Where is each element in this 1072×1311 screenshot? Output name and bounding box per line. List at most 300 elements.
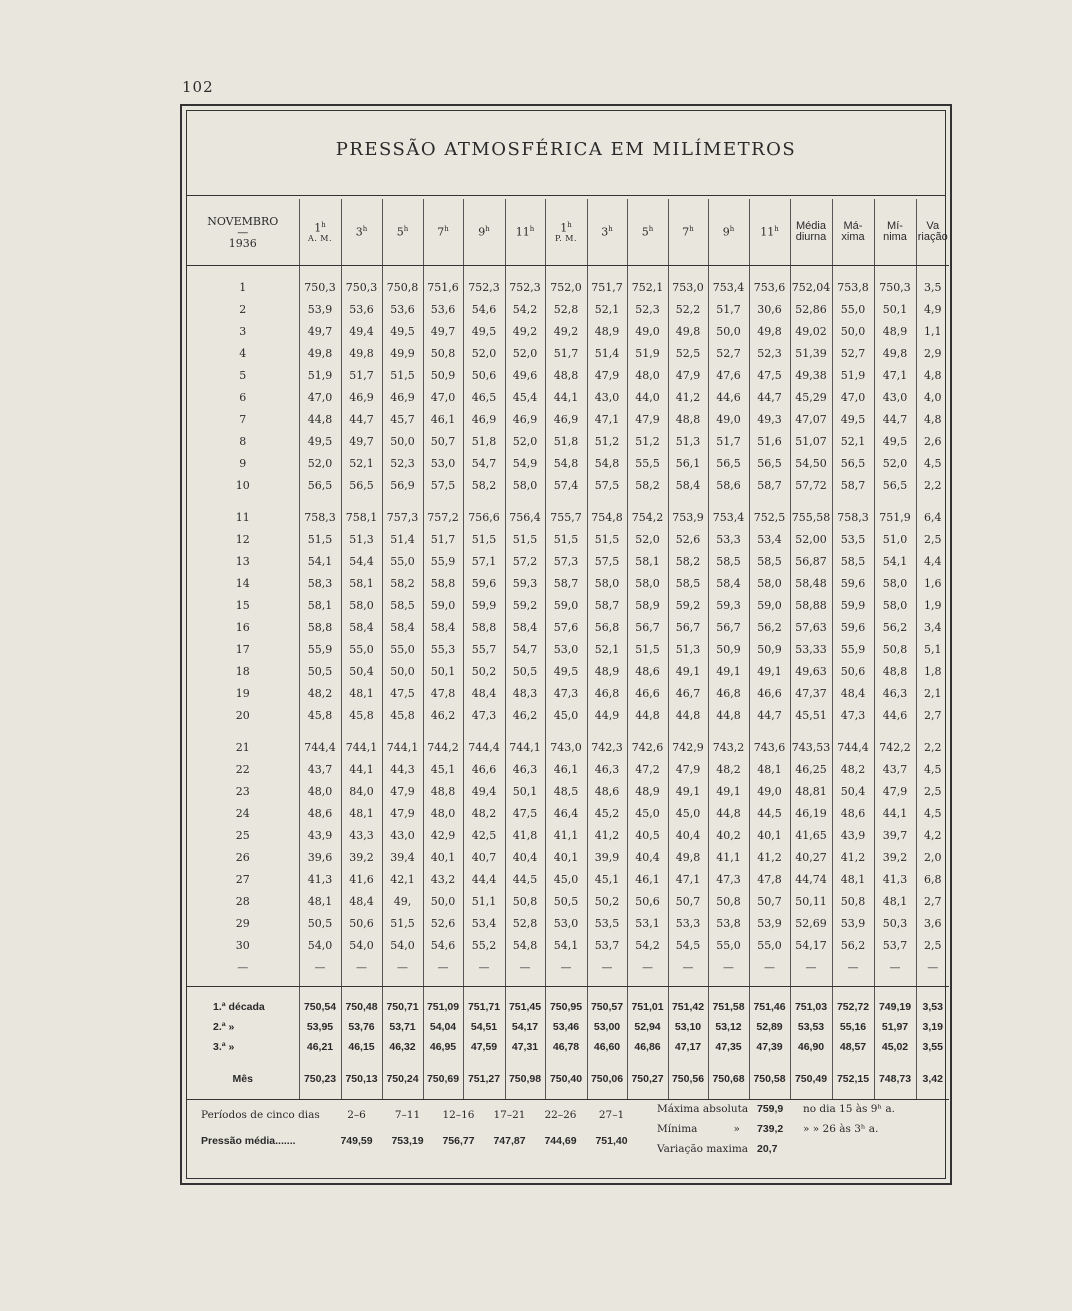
- value-cell: 57,1: [463, 550, 505, 572]
- min-label: Mínima »: [657, 1123, 740, 1135]
- value-cell: 47,9: [668, 758, 708, 780]
- value-cell: 58,8: [423, 572, 463, 594]
- value-cell: [505, 987, 545, 998]
- value-cell: [916, 1057, 949, 1067]
- value-cell: 58,4: [668, 474, 708, 496]
- value-cell: 48,8: [545, 364, 587, 386]
- day-row: [187, 704, 949, 726]
- value-cell: 55,0: [341, 638, 382, 660]
- value-cell: 51,9: [627, 342, 668, 364]
- value-cell: 52,0: [463, 342, 505, 364]
- value-cell: [749, 987, 790, 998]
- value-cell: —: [832, 956, 874, 978]
- value-cell: 2,9: [924, 346, 942, 360]
- value-cell: 52,86: [790, 298, 832, 320]
- value-cell: 46,25: [790, 758, 832, 780]
- value-cell: 54,5: [668, 934, 708, 956]
- day-row: [187, 594, 949, 616]
- value-cell: 48,4: [341, 890, 382, 912]
- period-cell: 12–16: [442, 1109, 475, 1121]
- pressure-cell: 753,19: [391, 1135, 424, 1147]
- value-cell: 52,5: [668, 342, 708, 364]
- hour-header: 11$^h$: [505, 199, 545, 266]
- row-label: 4: [187, 342, 299, 364]
- value-cell: 49,1: [668, 660, 708, 682]
- value-cell: 53,95: [299, 1017, 341, 1037]
- value-cell: 58,1: [299, 594, 341, 616]
- value-cell: —: [708, 956, 749, 978]
- value-cell: 46,2: [423, 704, 463, 726]
- value-cell: [587, 987, 627, 998]
- value-cell: 49,8: [299, 342, 341, 364]
- value-cell: 58,2: [382, 572, 423, 594]
- variation-label: Variação maxima: [657, 1143, 749, 1155]
- value-cell: 40,5: [627, 824, 668, 846]
- max-label: Máxima absoluta: [657, 1103, 749, 1115]
- value-cell: 49,1: [708, 660, 749, 682]
- hour-header: 7$^h$: [423, 199, 463, 266]
- value-cell: 51,9: [299, 364, 341, 386]
- value-cell: 40,4: [627, 846, 668, 868]
- row-label: [187, 496, 299, 506]
- value-cell: 44,9: [587, 704, 627, 726]
- value-cell: [505, 1057, 545, 1067]
- row-label: Mês: [187, 1067, 299, 1091]
- value-cell: [790, 1057, 832, 1067]
- value-cell: [708, 987, 749, 998]
- value-cell: 48,0: [627, 364, 668, 386]
- value-cell: 3,4: [924, 620, 942, 634]
- value-cell: 46,32: [382, 1037, 423, 1057]
- value-cell: [299, 978, 341, 987]
- value-cell: [463, 266, 505, 277]
- row-label: 19: [187, 682, 299, 704]
- value-cell: 58,0: [627, 572, 668, 594]
- month-label: NOVEMBRO: [207, 214, 279, 228]
- value-cell: 4,2: [924, 828, 942, 842]
- value-cell: 58,88: [790, 594, 832, 616]
- value-cell: [708, 1057, 749, 1067]
- value-cell: 753,6: [749, 276, 790, 298]
- value-cell: 57,6: [545, 616, 587, 638]
- value-cell: 752,5: [749, 506, 790, 528]
- value-cell: 47,3: [463, 704, 505, 726]
- value-cell: 41,3: [874, 868, 916, 890]
- period-cell: 27–1: [598, 1109, 625, 1121]
- value-cell: 49,4: [341, 320, 382, 342]
- min-header: Mí- nima: [874, 199, 916, 266]
- value-cell: 46,3: [874, 682, 916, 704]
- value-cell: 54,8: [545, 452, 587, 474]
- value-cell: 742,3: [587, 736, 627, 758]
- value-cell: 2,5: [924, 938, 942, 952]
- value-cell: [832, 978, 874, 987]
- value-cell: 41,3: [299, 868, 341, 890]
- value-cell: 2,6: [924, 434, 942, 448]
- day-row: [187, 638, 949, 660]
- value-cell: 750,23: [299, 1067, 341, 1091]
- value-cell: 750,49: [790, 1067, 832, 1091]
- value-cell: 43,2: [423, 868, 463, 890]
- value-cell: 59,3: [505, 572, 545, 594]
- value-cell: 50,0: [382, 430, 423, 452]
- day-row: [187, 430, 949, 452]
- value-cell: 53,3: [668, 912, 708, 934]
- value-cell: 39,4: [382, 846, 423, 868]
- value-cell: —: [423, 956, 463, 978]
- value-cell: 54,2: [627, 934, 668, 956]
- hour-header: 7$^h$: [668, 199, 708, 266]
- value-cell: 51,2: [587, 430, 627, 452]
- value-cell: 57,5: [587, 550, 627, 572]
- value-cell: 46,2: [505, 704, 545, 726]
- value-cell: 51,0: [874, 528, 916, 550]
- value-cell: 49,4: [463, 780, 505, 802]
- value-cell: 50,4: [832, 780, 874, 802]
- value-cell: 44,5: [505, 868, 545, 890]
- value-cell: 58,2: [668, 550, 708, 572]
- value-cell: 753,4: [708, 276, 749, 298]
- value-cell: 50,5: [505, 660, 545, 682]
- value-cell: [423, 1057, 463, 1067]
- value-cell: 750,56: [668, 1067, 708, 1091]
- day-row: [187, 320, 949, 342]
- value-cell: 30,6: [749, 298, 790, 320]
- value-cell: 50,9: [749, 638, 790, 660]
- value-cell: 744,1: [382, 736, 423, 758]
- value-cell: [708, 978, 749, 987]
- value-cell: [874, 496, 916, 506]
- value-cell: 752,0: [545, 276, 587, 298]
- value-cell: [341, 266, 382, 277]
- value-cell: 48,4: [832, 682, 874, 704]
- day-row: [187, 660, 949, 682]
- value-cell: [341, 726, 382, 736]
- value-cell: 751,09: [423, 997, 463, 1017]
- value-cell: [916, 978, 949, 987]
- value-cell: 744,4: [832, 736, 874, 758]
- value-cell: 57,72: [790, 474, 832, 496]
- row-label: 17: [187, 638, 299, 660]
- title-divider: [187, 195, 945, 196]
- value-cell: 744,1: [341, 736, 382, 758]
- value-cell: 743,6: [749, 736, 790, 758]
- value-cell: 58,1: [341, 572, 382, 594]
- value-cell: 52,00: [790, 528, 832, 550]
- value-cell: 55,16: [832, 1017, 874, 1037]
- value-cell: 49,5: [299, 430, 341, 452]
- value-cell: 40,4: [668, 824, 708, 846]
- value-cell: 59,9: [832, 594, 874, 616]
- hour-header: 5$^h$: [627, 199, 668, 266]
- value-cell: 4,8: [924, 368, 942, 382]
- value-cell: 48,1: [874, 890, 916, 912]
- value-cell: [874, 266, 916, 277]
- value-cell: 47,3: [832, 704, 874, 726]
- value-cell: 45,1: [587, 868, 627, 890]
- value-cell: 56,5: [749, 452, 790, 474]
- value-cell: 59,0: [545, 594, 587, 616]
- value-cell: 46,9: [505, 408, 545, 430]
- value-cell: 51,1: [463, 890, 505, 912]
- value-cell: 59,6: [832, 572, 874, 594]
- day-row: [187, 824, 949, 846]
- value-cell: 56,7: [668, 616, 708, 638]
- value-cell: [708, 726, 749, 736]
- value-cell: 53,9: [299, 298, 341, 320]
- value-cell: 46,8: [587, 682, 627, 704]
- row-label: 25: [187, 824, 299, 846]
- value-cell: 55,9: [832, 638, 874, 660]
- value-cell: 757,3: [382, 506, 423, 528]
- value-cell: 41,2: [668, 386, 708, 408]
- table-inner-frame: [186, 110, 946, 1179]
- value-cell: 46,9: [382, 386, 423, 408]
- value-cell: 47,35: [708, 1037, 749, 1057]
- value-cell: [382, 726, 423, 736]
- value-cell: 57,3: [545, 550, 587, 572]
- value-cell: 58,8: [299, 616, 341, 638]
- decade-row: [187, 1037, 949, 1057]
- value-cell: 751,45: [505, 997, 545, 1017]
- value-cell: 49,7: [423, 320, 463, 342]
- table-frame: [180, 104, 952, 1185]
- pressure-row: [201, 1135, 637, 1161]
- value-cell: 51,5: [382, 364, 423, 386]
- value-cell: 53,76: [341, 1017, 382, 1037]
- hour-header: 1$^h$ P. M.: [545, 199, 587, 266]
- value-cell: 58,0: [587, 572, 627, 594]
- value-cell: 52,1: [832, 430, 874, 452]
- period-cell: 17–21: [493, 1109, 526, 1121]
- value-cell: 43,0: [382, 824, 423, 846]
- spacer-row: [187, 1057, 949, 1067]
- value-cell: [627, 726, 668, 736]
- row-label: 23: [187, 780, 299, 802]
- value-cell: 49,8: [341, 342, 382, 364]
- value-cell: 44,8: [668, 704, 708, 726]
- value-cell: 750,69: [423, 1067, 463, 1091]
- value-cell: 751,03: [790, 997, 832, 1017]
- value-cell: [341, 1057, 382, 1067]
- value-cell: 758,3: [832, 506, 874, 528]
- value-cell: [299, 726, 341, 736]
- value-cell: 54,0: [382, 934, 423, 956]
- value-cell: 58,6: [708, 474, 749, 496]
- value-cell: 48,1: [341, 802, 382, 824]
- value-cell: 43,9: [299, 824, 341, 846]
- value-cell: 53,6: [423, 298, 463, 320]
- value-cell: 48,1: [341, 682, 382, 704]
- value-cell: [545, 726, 587, 736]
- row-label: 14: [187, 572, 299, 594]
- hour-header: 1$^h$ A. M.: [299, 199, 341, 266]
- value-cell: 45,0: [627, 802, 668, 824]
- value-cell: [832, 266, 874, 277]
- value-cell: [382, 978, 423, 987]
- value-cell: 56,7: [708, 616, 749, 638]
- value-cell: 2,5: [924, 532, 942, 546]
- value-cell: 49,02: [790, 320, 832, 342]
- value-cell: 54,9: [505, 452, 545, 474]
- value-cell: [423, 496, 463, 506]
- value-cell: 58,0: [749, 572, 790, 594]
- pressure-table: [187, 199, 949, 1100]
- value-cell: [545, 987, 587, 998]
- value-cell: 47,9: [668, 364, 708, 386]
- value-cell: 44,7: [874, 408, 916, 430]
- value-cell: 50,1: [423, 660, 463, 682]
- value-cell: 39,2: [874, 846, 916, 868]
- value-cell: 53,7: [874, 934, 916, 956]
- value-cell: 750,58: [749, 1067, 790, 1091]
- value-cell: 53,4: [749, 528, 790, 550]
- value-cell: 2,5: [924, 784, 942, 798]
- value-cell: 84,0: [341, 780, 382, 802]
- value-cell: 47,8: [423, 682, 463, 704]
- value-cell: 53,12: [708, 1017, 749, 1037]
- value-cell: [463, 496, 505, 506]
- value-cell: 52,94: [627, 1017, 668, 1037]
- value-cell: [463, 978, 505, 987]
- value-cell: [545, 978, 587, 987]
- day-row: [187, 386, 949, 408]
- value-cell: 1,9: [924, 598, 942, 612]
- value-cell: 58,4: [341, 616, 382, 638]
- value-cell: 57,5: [423, 474, 463, 496]
- value-cell: 6,8: [924, 872, 942, 886]
- value-cell: —: [505, 956, 545, 978]
- day-row: [187, 506, 949, 528]
- day-row: [187, 550, 949, 572]
- value-cell: 55,0: [382, 550, 423, 572]
- value-cell: 49,2: [505, 320, 545, 342]
- value-cell: [382, 1057, 423, 1067]
- value-cell: 51,2: [627, 430, 668, 452]
- value-cell: 58,4: [505, 616, 545, 638]
- value-cell: 46,9: [545, 408, 587, 430]
- value-cell: 743,2: [708, 736, 749, 758]
- value-cell: 48,9: [874, 320, 916, 342]
- value-cell: 52,3: [382, 452, 423, 474]
- value-cell: 48,0: [423, 802, 463, 824]
- value-cell: 56,9: [382, 474, 423, 496]
- value-cell: 47,07: [790, 408, 832, 430]
- value-cell: 2,2: [924, 740, 942, 754]
- value-cell: 751,7: [587, 276, 627, 298]
- value-cell: 753,8: [832, 276, 874, 298]
- value-cell: 55,0: [708, 934, 749, 956]
- value-cell: 49,5: [382, 320, 423, 342]
- row-label: 6: [187, 386, 299, 408]
- value-cell: [832, 987, 874, 998]
- value-cell: 4,0: [924, 390, 942, 404]
- value-cell: 50,1: [505, 780, 545, 802]
- day-row: [187, 802, 949, 824]
- value-cell: 51,7: [545, 342, 587, 364]
- value-cell: 39,7: [874, 824, 916, 846]
- min-value: 739,2: [757, 1123, 784, 1135]
- value-cell: 51,7: [708, 430, 749, 452]
- value-cell: 39,2: [341, 846, 382, 868]
- value-cell: 53,6: [382, 298, 423, 320]
- value-cell: [749, 496, 790, 506]
- value-cell: 48,3: [505, 682, 545, 704]
- value-cell: 5,1: [924, 642, 942, 656]
- value-cell: 753,4: [708, 506, 749, 528]
- value-cell: 49,5: [545, 660, 587, 682]
- value-cell: 742,9: [668, 736, 708, 758]
- value-cell: 752,1: [627, 276, 668, 298]
- value-cell: 48,6: [832, 802, 874, 824]
- value-cell: [505, 496, 545, 506]
- value-cell: 48,9: [587, 660, 627, 682]
- max-value: 759,9: [757, 1103, 784, 1115]
- value-cell: 54,6: [423, 934, 463, 956]
- value-cell: 50,0: [423, 890, 463, 912]
- value-cell: 46,15: [341, 1037, 382, 1057]
- value-cell: [299, 496, 341, 506]
- value-cell: 44,8: [708, 802, 749, 824]
- value-cell: 53,4: [463, 912, 505, 934]
- periods-row: [201, 1109, 637, 1135]
- value-cell: 50,8: [832, 890, 874, 912]
- row-label: 28: [187, 890, 299, 912]
- value-cell: 58,0: [505, 474, 545, 496]
- row-label: 9: [187, 452, 299, 474]
- value-cell: 48,9: [627, 780, 668, 802]
- value-cell: —: [299, 956, 341, 978]
- value-cell: 53,71: [382, 1017, 423, 1037]
- value-cell: 48,2: [463, 802, 505, 824]
- value-cell: 750,54: [299, 997, 341, 1017]
- value-cell: 57,2: [505, 550, 545, 572]
- value-cell: 49,: [382, 890, 423, 912]
- value-cell: 45,8: [341, 704, 382, 726]
- value-cell: 56,5: [874, 474, 916, 496]
- value-cell: 52,6: [668, 528, 708, 550]
- value-cell: [668, 266, 708, 277]
- value-cell: 44,1: [341, 758, 382, 780]
- value-cell: 56,8: [587, 616, 627, 638]
- value-cell: 45,8: [382, 704, 423, 726]
- row-label: [187, 1057, 299, 1067]
- day-row: [187, 912, 949, 934]
- value-cell: 750,8: [382, 276, 423, 298]
- value-cell: 48,2: [708, 758, 749, 780]
- value-cell: 51,7: [423, 528, 463, 550]
- value-cell: 58,0: [341, 594, 382, 616]
- value-cell: 49,9: [382, 342, 423, 364]
- value-cell: [708, 266, 749, 277]
- value-cell: 41,65: [790, 824, 832, 846]
- value-cell: 50,5: [299, 912, 341, 934]
- value-cell: 751,6: [423, 276, 463, 298]
- value-cell: 54,1: [299, 550, 341, 572]
- footer: [187, 1087, 945, 1177]
- value-cell: 48,6: [627, 660, 668, 682]
- month-dash: —: [237, 225, 249, 239]
- value-cell: [749, 978, 790, 987]
- value-cell: —: [927, 960, 939, 974]
- value-cell: [627, 266, 668, 277]
- value-cell: 46,3: [587, 758, 627, 780]
- value-cell: 48,1: [299, 890, 341, 912]
- value-cell: 48,9: [587, 320, 627, 342]
- value-cell: [668, 726, 708, 736]
- value-cell: 3,5: [924, 280, 942, 294]
- max-header: Má- xima: [832, 199, 874, 266]
